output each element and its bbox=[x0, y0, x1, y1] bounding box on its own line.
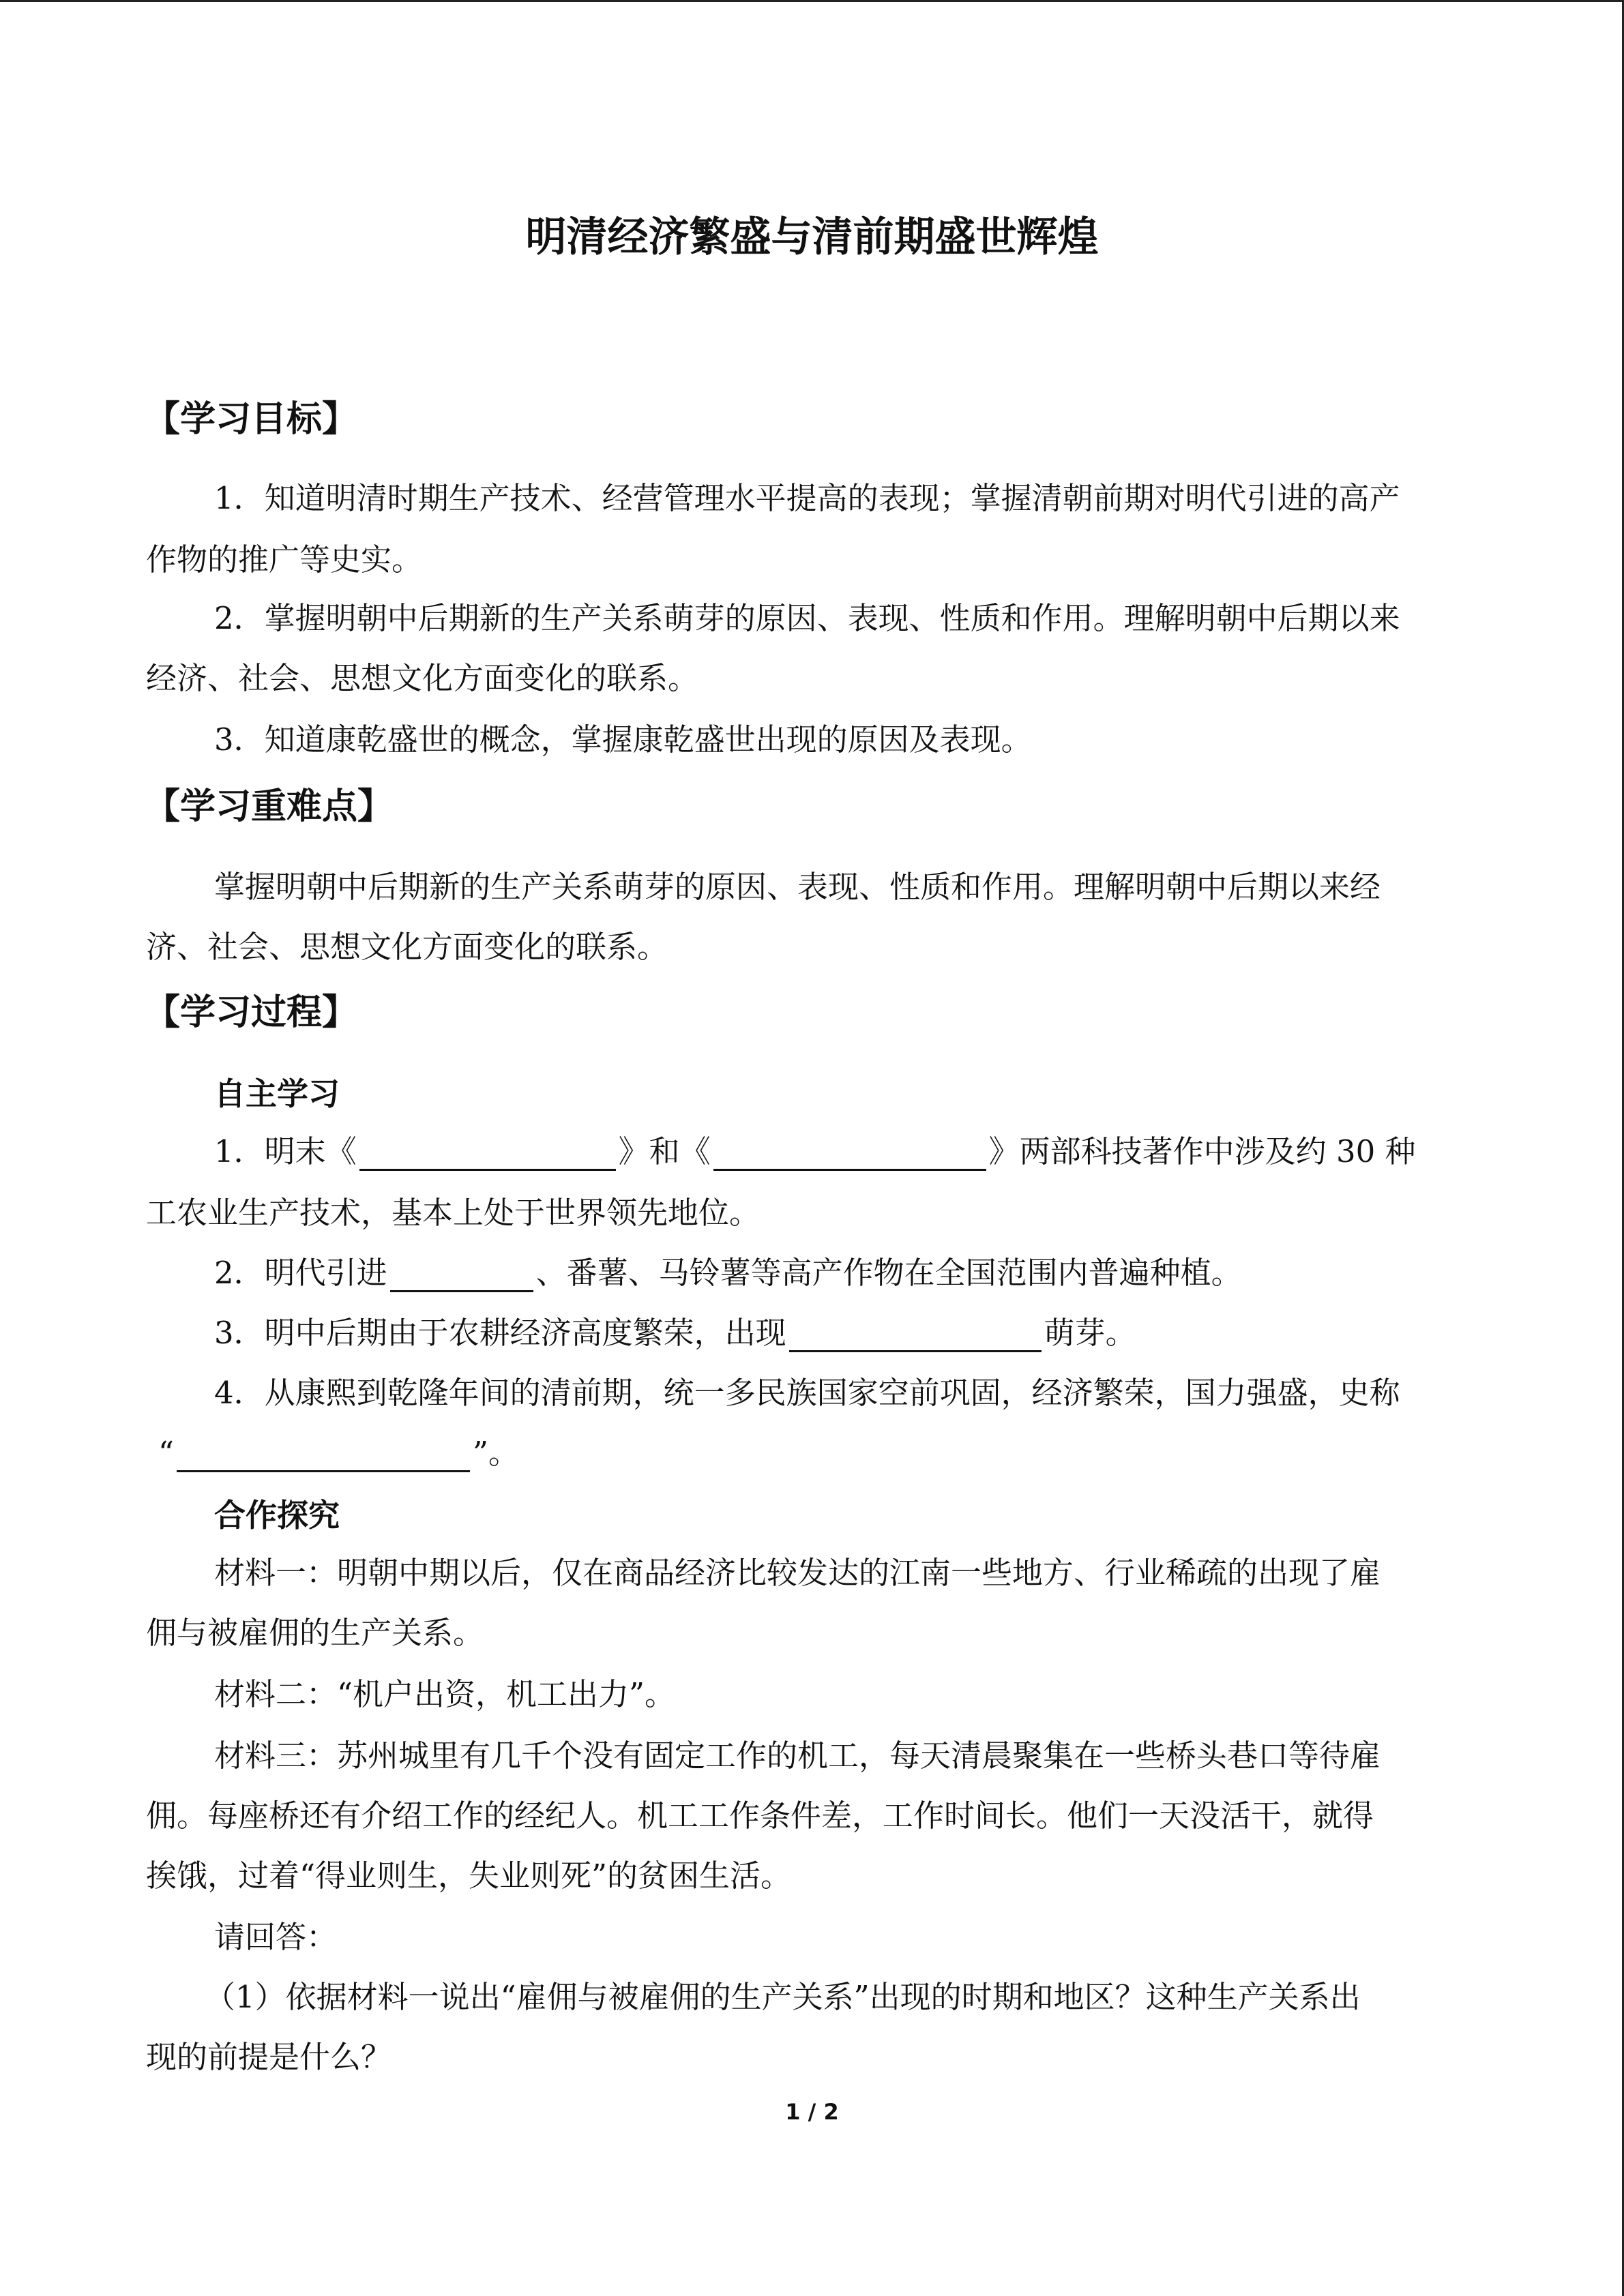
goal-item-2: 2．掌握明朝中后期新的生产关系萌芽的原因、表现、性质和作用。理解明朝中后期以来 bbox=[214, 600, 1400, 636]
self-study-q3 bbox=[214, 1308, 1136, 1352]
material-1-cont: 佣与被雇佣的生产关系。 bbox=[146, 1615, 484, 1651]
section-heading-process: 【学习过程】 bbox=[145, 992, 358, 1033]
self-study-q4: 4．从康熙到乾隆年间的清前期，统一多民族国家空前巩固，经济繁荣，国力强盛，史称 bbox=[214, 1375, 1400, 1411]
question-1-cont: 现的前提是什么？ bbox=[146, 2039, 392, 2075]
key-points-text: 掌握明朝中后期新的生产关系萌芽的原因、表现、性质和作用。理解明朝中后期以来经 bbox=[214, 869, 1381, 905]
top-border bbox=[0, 0, 1624, 2]
q3-suffix: 萌芽。 bbox=[1044, 1315, 1136, 1351]
q1-mid: 》和《 bbox=[618, 1133, 711, 1169]
material-2: 材料二：“机户出资，机工出力”。 bbox=[214, 1676, 676, 1712]
self-study-q4-cont bbox=[158, 1428, 519, 1472]
q4-open-quote: “ bbox=[158, 1435, 175, 1471]
section-heading-goals: 【学习目标】 bbox=[145, 399, 358, 440]
question-1: （1）依据材料一说出“雇佣与被雇佣的生产关系”出现的时期和地区？这种生产关系出 bbox=[205, 1979, 1361, 2015]
fill-blank-4[interactable] bbox=[789, 1317, 1042, 1352]
goal-item-3: 3．知道康乾盛世的概念，掌握康乾盛世出现的原因及表现。 bbox=[214, 721, 1032, 758]
q2-prefix: 2．明代引进 bbox=[214, 1255, 387, 1291]
subheading-self-study: 自主学习 bbox=[214, 1075, 340, 1112]
fill-blank-5[interactable] bbox=[177, 1437, 470, 1472]
q1-prefix: 1．明末《 bbox=[214, 1133, 357, 1169]
answer-prompt: 请回答： bbox=[214, 1919, 338, 1955]
page-title: 明清经济繁盛与清前期盛世辉煌 bbox=[525, 213, 1099, 261]
q3-prefix: 3．明中后期由于农耕经济高度繁荣，出现 bbox=[214, 1315, 786, 1351]
fill-blank-3[interactable] bbox=[390, 1257, 533, 1292]
material-3-cont-1: 佣。每座桥还有介绍工作的经纪人。机工工作条件差，工作时间长。他们一天没活干，就得 bbox=[146, 1798, 1374, 1834]
material-1: 材料一：明朝中期以后，仅在商品经济比较发达的江南一些地方、行业稀疏的出现了雇 bbox=[214, 1555, 1381, 1591]
self-study-q2 bbox=[214, 1248, 1242, 1292]
fill-blank-1[interactable] bbox=[359, 1136, 616, 1171]
section-heading-key-points: 【学习重难点】 bbox=[145, 786, 394, 827]
goal-item-1: 1．知道明清时期生产技术、经营管理水平提高的表现；掌握清朝前期对明代引进的高产 bbox=[214, 480, 1400, 516]
subheading-cooperation: 合作探究 bbox=[214, 1497, 340, 1534]
goal-item-2-cont: 经济、社会、思想文化方面变化的联系。 bbox=[146, 660, 699, 696]
q4-close-quote: ”。 bbox=[473, 1435, 520, 1471]
self-study-q1-cont: 工农业生产技术，基本上处于世界领先地位。 bbox=[146, 1195, 761, 1231]
q1-suffix: 》两部科技著作中涉及约 30 种 bbox=[988, 1133, 1416, 1169]
goal-item-1-cont: 作物的推广等史实。 bbox=[146, 541, 423, 578]
self-study-q1 bbox=[214, 1127, 1416, 1171]
material-3-cont-2: 挨饿，过着“得业则生，失业则死”的贫困生活。 bbox=[146, 1858, 792, 1894]
page-number: 1 / 2 bbox=[785, 2099, 839, 2125]
fill-blank-2[interactable] bbox=[713, 1136, 986, 1171]
q2-suffix: 、番薯、马铃薯等高产作物在全国范围内普遍种植。 bbox=[535, 1255, 1242, 1291]
material-3: 材料三：苏州城里有几千个没有固定工作的机工，每天清晨聚集在一些桥头巷口等待雇 bbox=[214, 1738, 1381, 1774]
key-points-text-cont: 济、社会、思想文化方面变化的联系。 bbox=[146, 929, 668, 965]
